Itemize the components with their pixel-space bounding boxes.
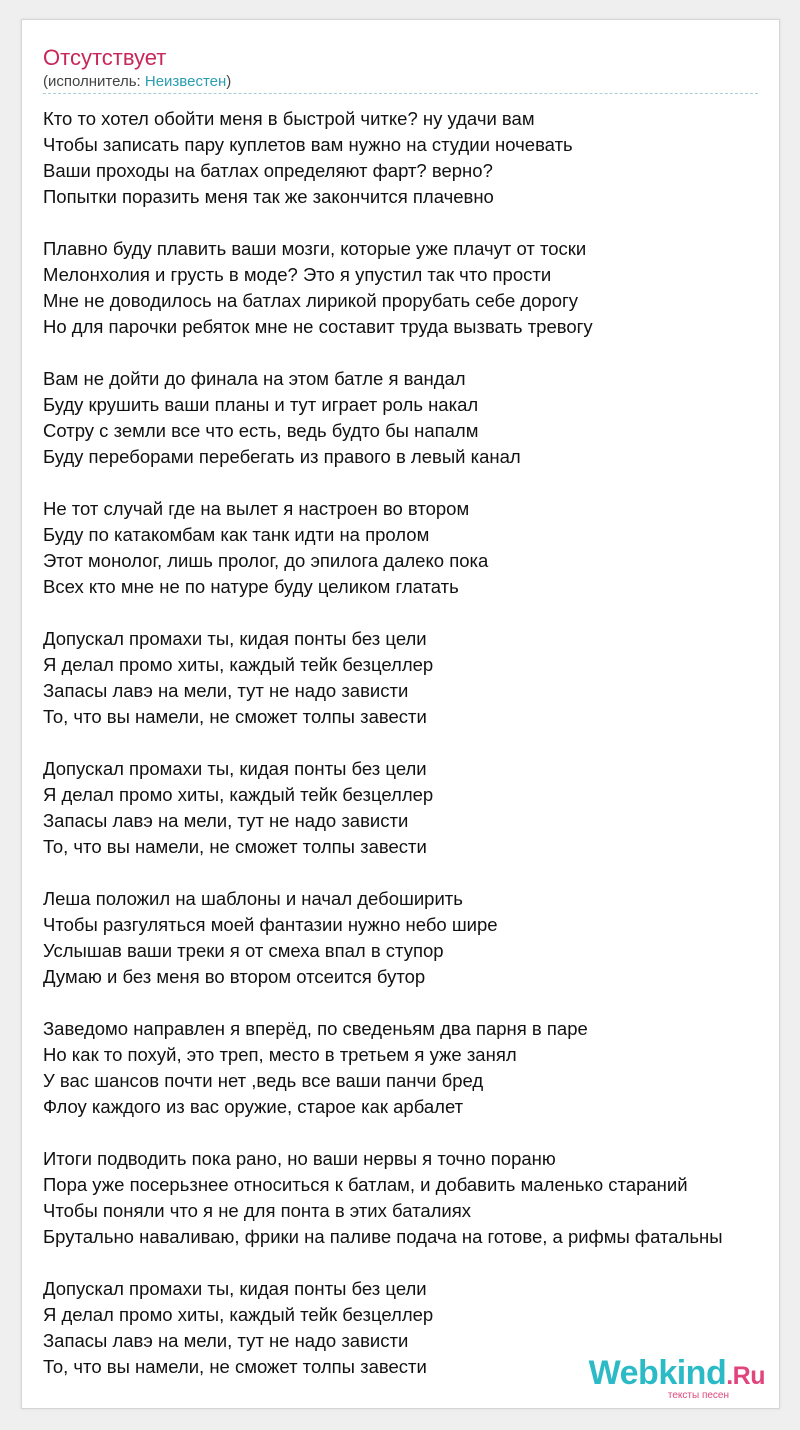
lyrics-line: Думаю и без меня во втором отсеится бутор [43, 966, 426, 987]
lyrics-line: Мелонхолия и грусть в моде? Это я упустил так что прости [43, 264, 552, 285]
lyrics-line: То, что вы намели, не сможет толпы завести [43, 1356, 427, 1377]
lyrics-line: Услышав ваши треки я от смеха впал в ступор [43, 940, 444, 961]
lyrics-line: Запасы лавэ на мели, тут не надо зависти [43, 680, 409, 701]
lyrics-line: Допускал промахи ты, кидая понты без цели [43, 628, 427, 649]
artist-line [43, 73, 231, 91]
artist-prefix: (исполнитель: [43, 73, 145, 90]
lyrics-line: То, что вы намели, не сможет толпы завести [43, 836, 427, 857]
lyrics-line: Этот монолог, лишь пролог, до эпилога далеко пока [43, 550, 489, 571]
lyrics-line: Буду переборами перебегать из правого в левый канал [43, 446, 521, 467]
lyrics-stanza [43, 236, 780, 340]
lyrics-stanza [43, 496, 780, 600]
lyrics-line: Чтобы записать пару куплетов вам нужно на студии ночевать [43, 134, 573, 155]
lyrics-line: Я делал промо хиты, каждый тейк безцеллер [43, 654, 434, 675]
logo-wordmark [589, 1354, 765, 1395]
lyrics-card [21, 19, 780, 1409]
lyrics-line: То, что вы намели, не сможет толпы завести [43, 706, 427, 727]
lyrics-line: Буду крушить ваши планы и тут играет роль накал [43, 394, 479, 415]
lyrics-line: Я делал промо хиты, каждый тейк безцеллер [43, 1304, 434, 1325]
logo-tld: .Ru [726, 1362, 765, 1390]
lyrics-line: Леша положил на шаблоны и начал дебоширить [43, 888, 463, 909]
lyrics-line: Запасы лавэ на мели, тут не надо зависти [43, 810, 409, 831]
lyrics-line: Не тот случай где на вылет я настроен во втором [43, 498, 470, 519]
artist-suffix: ) [226, 73, 232, 90]
lyrics-line: Плавно буду плавить ваши мозги, которые уже плачут от тоски [43, 238, 587, 259]
lyrics-line: У вас шансов почти нет ,ведь все ваши панчи бред [43, 1070, 484, 1091]
lyrics-stanza [43, 1146, 780, 1250]
lyrics-line: Но для парочки ребяток мне не составит труда вызвать тревогу [43, 316, 593, 337]
lyrics-line: Попытки поразить меня так же закончится плачевно [43, 186, 494, 207]
lyrics-line: Заведомо направлен я вперёд, по сведеньям два парня в паре [43, 1018, 588, 1039]
lyrics-line: Сотру с земли все что есть, ведь будто бы напалм [43, 420, 479, 441]
lyrics-line: Флоу каждого из вас оружие, старое как арбалет [43, 1096, 464, 1117]
lyrics-line: Запасы лавэ на мели, тут не надо зависти [43, 1330, 409, 1351]
lyrics-stanza [43, 756, 780, 860]
lyrics-line: Допускал промахи ты, кидая понты без цели [43, 758, 427, 779]
lyrics-line: Брутально наваливаю, фрики на паливе подача на готове, а рифмы фатальны [43, 1226, 723, 1247]
lyrics-line: Вам не дойти до финала на этом батле я вандал [43, 368, 466, 389]
lyrics-line: Всех кто мне не по натуре буду целиком глатать [43, 576, 459, 597]
lyrics-stanza [43, 626, 780, 730]
artist-link[interactable]: Неизвестен [144, 73, 227, 90]
lyrics-stanza [43, 106, 780, 210]
lyrics-line: Мне не доводилось на батлах лирикой прорубать себе дорогу [43, 290, 579, 311]
lyrics-line: Итоги подводить пока рано, но ваши нервы я точно пораню [43, 1148, 556, 1169]
logo-brand: Webkind [588, 1354, 727, 1392]
lyrics-line: Допускал промахи ты, кидая понты без цели [43, 1278, 427, 1299]
lyrics-line: Чтобы поняли что я не для понта в этих баталиях [43, 1200, 472, 1221]
lyrics-line: Кто то хотел обойти меня в быстрой читке? ну удачи вам [43, 108, 535, 129]
song-title: Отсутствует [43, 45, 167, 70]
lyrics-stanza [43, 886, 780, 990]
header-divider [43, 93, 758, 94]
lyrics-line: Но как то похуй, это треп, место в третьем я уже занял [43, 1044, 517, 1065]
lyrics-line: Я делал промо хиты, каждый тейк безцеллер [43, 784, 434, 805]
lyrics-line: Буду по катакомбам как танк идти на пролом [43, 524, 430, 545]
lyrics-body [43, 106, 780, 1406]
lyrics-stanza [43, 1016, 780, 1120]
site-logo[interactable] [571, 1354, 771, 1402]
logo-tagline: тексты песен [667, 1390, 729, 1401]
lyrics-line: Ваши проходы на батлах определяют фарт? верно? [43, 160, 493, 181]
lyrics-line: Пора уже посерьзнее относиться к батлам, и добавить маленько стараний [43, 1174, 688, 1195]
lyrics-stanza [43, 366, 780, 470]
lyrics-line: Чтобы разгуляться моей фантазии нужно небо шире [43, 914, 498, 935]
